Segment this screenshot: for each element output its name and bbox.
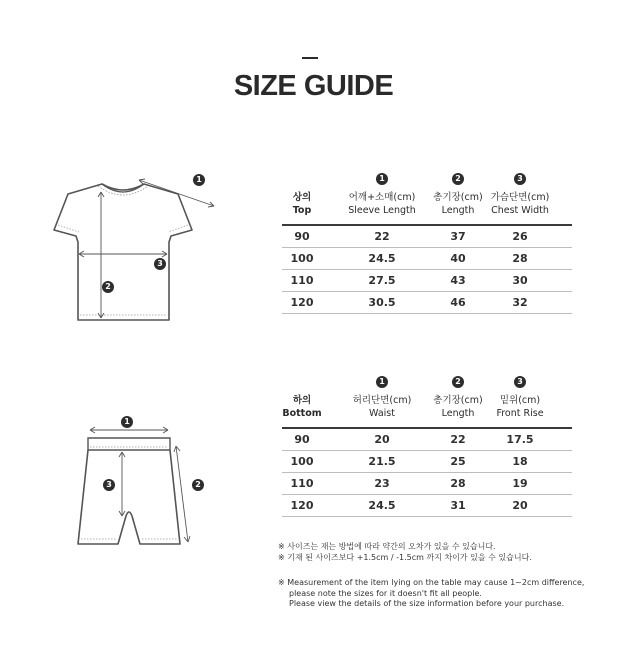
table-row [282,292,572,313]
marker-2-icon: 2 [192,479,204,491]
value-cell: 23 [374,477,390,490]
column-header-en: Waist [369,408,395,419]
size-cell: 120 [290,296,314,309]
row-divider [282,313,572,314]
table-row [282,248,572,269]
size-notes-kr [278,542,532,563]
note-line: Please view the details of the size information before your purchase. [289,599,565,608]
marker-2-icon: 2 [102,281,114,293]
column-header-kr: 어깨+소매(cm) [348,192,416,203]
column-header-kr: 총기장(cm) [433,395,483,406]
value-cell: 32 [512,296,528,309]
value-cell: 28 [512,252,528,265]
tshirt-illustration [44,170,224,330]
shorts-illustration [60,412,210,552]
value-cell: 22 [450,433,466,446]
bottom-label-kr: 하의 [292,395,312,406]
note-line: please note the sizes for it doesn't fit all people. [289,588,482,598]
note-line: ※ 기재 된 사이즈보다 +1.5cm / -1.5cm 까지 차이가 있을 수 있습니다. [278,552,532,562]
marker-3-icon: 3 [103,479,115,491]
value-cell: 31 [450,499,466,512]
marker-1-icon: 1 [193,174,205,186]
value-cell: 24.5 [368,499,396,512]
value-cell: 46 [450,296,466,309]
top-size-table [282,172,572,314]
value-cell: 30.5 [368,296,396,309]
bottom-size-table [282,375,572,517]
value-cell: 40 [450,252,466,265]
table-row [282,473,572,494]
column-header-en: Length [441,205,475,216]
value-cell: 22 [374,230,390,243]
value-cell: 28 [450,477,466,490]
table-row [282,226,572,247]
size-cell: 100 [290,252,314,265]
table-row [282,429,572,450]
size-cell: 120 [290,499,314,512]
column-header-en: Sleeve Length [348,205,416,216]
row-divider [282,516,572,517]
value-cell: 20 [512,499,528,512]
value-cell: 30 [512,274,528,287]
top-table-header [282,172,572,224]
value-cell: 19 [512,477,528,490]
table-row [282,451,572,472]
marker-1-icon: 1 [121,416,133,428]
table-row [282,270,572,291]
title-dash [302,57,318,59]
bottom-table-header [282,375,572,427]
column-marker-3-icon: 3 [514,376,526,388]
size-cell: 100 [290,455,314,468]
value-cell: 37 [450,230,466,243]
column-header-kr: 총기장(cm) [433,192,483,203]
value-cell: 17.5 [506,433,534,446]
size-cell: 90 [294,433,310,446]
column-marker-2-icon: 2 [452,173,464,185]
column-marker-2-icon: 2 [452,376,464,388]
marker-3-icon: 3 [154,258,166,270]
value-cell: 26 [512,230,528,243]
size-notes-en [278,578,584,610]
column-marker-1-icon: 1 [376,376,388,388]
column-header-en: Front Rise [496,408,544,419]
bottom-label-en: Bottom [282,408,322,419]
note-line: ※ 사이즈는 재는 방법에 따라 약간의 오차가 있을 수 있습니다. [278,542,496,551]
value-cell: 21.5 [368,455,396,468]
column-header-kr: 밑위(cm) [499,395,541,406]
column-header-en: Chest Width [491,205,549,216]
column-marker-1-icon: 1 [376,173,388,185]
top-label-en: Top [292,205,312,216]
value-cell: 27.5 [368,274,396,287]
size-cell: 110 [290,477,314,490]
column-header-kr: 가슴단면(cm) [490,192,550,203]
column-marker-3-icon: 3 [514,173,526,185]
value-cell: 18 [512,455,528,468]
column-header-en: Length [441,408,475,419]
column-header-kr: 허리단면(cm) [352,395,412,406]
note-line: ※ Measurement of the item lying on the table may cause 1~2cm difference, [278,578,585,587]
size-cell: 110 [290,274,314,287]
value-cell: 24.5 [368,252,396,265]
value-cell: 20 [374,433,390,446]
value-cell: 43 [450,274,466,287]
top-label-kr: 상의 [292,192,312,203]
value-cell: 25 [450,455,466,468]
size-cell: 90 [294,230,310,243]
page-title: SIZE GUIDE [233,70,394,102]
table-row [282,495,572,516]
